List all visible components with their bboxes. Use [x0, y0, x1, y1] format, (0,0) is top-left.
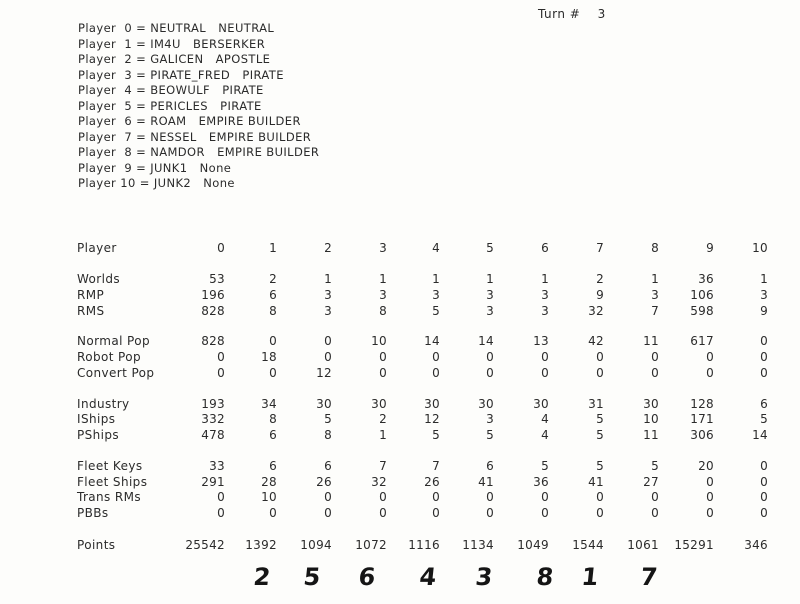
table-cell: 0: [324, 490, 332, 504]
roster-player-name: JUNK2: [153, 176, 192, 190]
roster-player-name: IM4U: [150, 36, 181, 51]
handwritten-rank: 8: [535, 563, 555, 591]
table-cell: 0: [706, 506, 714, 520]
row-label: Points: [77, 538, 116, 552]
table-cell: 5: [596, 459, 604, 473]
row-label: Fleet Ships: [77, 475, 148, 489]
table-cell: 5: [596, 428, 604, 442]
table-cell: 2: [379, 412, 387, 426]
roster-player-type: None: [199, 160, 232, 175]
table-cell: 13: [533, 334, 549, 348]
handwritten-rank: 6: [357, 563, 377, 591]
table-cell: 0: [269, 506, 277, 520]
table-cell: 4: [541, 412, 549, 426]
column-header: 5: [486, 241, 494, 255]
table-cell: 30: [316, 397, 332, 411]
roster-player-name: ROAM: [150, 114, 187, 128]
table-cell: 0: [706, 490, 714, 504]
roster-line: Player 10 = JUNK2 None: [78, 176, 235, 190]
table-cell: 41: [588, 475, 604, 489]
row-label: RMP: [77, 288, 105, 302]
table-cell: 0: [541, 506, 549, 520]
roster-line: Player 0 = NEUTRAL NEUTRAL: [78, 21, 275, 35]
roster-player-name: NAMDOR: [150, 145, 205, 159]
column-header: 6: [541, 241, 549, 255]
table-cell: 1049: [517, 538, 549, 552]
turn-indicator: [538, 7, 606, 21]
table-cell: 5: [486, 428, 494, 442]
roster-player-id: 6: [124, 114, 133, 128]
table-cell: 106: [690, 288, 714, 302]
roster-line: Player 2 = GALICEN APOSTLE: [78, 52, 271, 66]
roster-player-id: 10: [120, 176, 136, 190]
table-cell: 3: [760, 288, 768, 302]
table-cell: 193: [201, 397, 225, 411]
roster-label: Player: [78, 21, 117, 35]
column-header: 2: [324, 241, 332, 255]
table-cell: 30: [533, 397, 549, 411]
table-cell: 3: [432, 288, 440, 302]
roster-player-type: None: [203, 176, 235, 190]
table-cell: 0: [217, 490, 225, 504]
table-cell: 6: [269, 288, 277, 302]
table-cell: 0: [760, 475, 768, 489]
roster-player-id: 5: [124, 98, 133, 113]
roster-player-name: NESSEL: [150, 129, 197, 144]
roster-player-type: PIRATE: [222, 83, 264, 97]
roster-player-name: GALICEN: [150, 52, 204, 66]
table-cell: 11: [643, 428, 659, 442]
roster-player-id: 0: [124, 21, 133, 35]
table-cell: 0: [432, 490, 440, 504]
row-label: Robot Pop: [77, 350, 141, 364]
table-cell: 10: [371, 334, 387, 348]
table-cell: 7: [432, 459, 440, 473]
table-cell: 1: [760, 272, 768, 286]
table-cell: 3: [486, 412, 494, 426]
table-cell: 5: [432, 304, 440, 318]
table-cell: 7: [651, 304, 659, 318]
table-cell: 0: [432, 350, 440, 364]
table-cell: 828: [201, 334, 225, 348]
table-cell: 30: [478, 397, 494, 411]
table-cell: 171: [690, 412, 714, 426]
roster-player-id: 8: [124, 145, 133, 159]
table-cell: 27: [643, 475, 659, 489]
roster-label: Player: [78, 129, 117, 144]
handwritten-rank: 2: [252, 563, 272, 591]
handwritten-rank: 5: [302, 563, 322, 591]
table-cell: 6: [760, 397, 768, 411]
table-cell: 5: [324, 412, 332, 426]
roster-player-type: BERSERKER: [193, 36, 266, 51]
table-cell: 306: [690, 428, 714, 442]
table-cell: 0: [760, 490, 768, 504]
turn-label: Turn #: [538, 7, 581, 21]
roster-label: Player: [78, 67, 117, 82]
table-cell: 10: [643, 412, 659, 426]
table-cell: 0: [432, 506, 440, 520]
table-cell: 0: [651, 350, 659, 364]
table-cell: 18: [261, 350, 277, 364]
roster-label: Player: [78, 145, 117, 159]
roster-line: Player 9 = JUNK1 None: [78, 160, 232, 175]
column-header: 0: [217, 241, 225, 255]
table-cell: 9: [760, 304, 768, 318]
roster-player-id: 4: [124, 83, 133, 97]
table-cell: 1392: [245, 538, 277, 552]
table-cell: 0: [596, 350, 604, 364]
table-cell: 8: [269, 304, 277, 318]
table-cell: 1072: [355, 538, 387, 552]
table-cell: 1: [432, 272, 440, 286]
table-cell: 0: [324, 506, 332, 520]
table-cell: 0: [760, 506, 768, 520]
row-label: PShips: [77, 428, 120, 442]
table-cell: 6: [269, 459, 277, 473]
table-cell: 128: [690, 397, 714, 411]
roster-player-name: NEUTRAL: [150, 21, 207, 35]
table-cell: 0: [379, 366, 387, 380]
row-label: IShips: [77, 412, 116, 426]
column-header: 1: [269, 241, 277, 255]
table-cell: 36: [698, 272, 714, 286]
roster-player-type: NEUTRAL: [218, 21, 275, 35]
row-label: Convert Pop: [77, 366, 155, 380]
column-header: 10: [752, 241, 768, 255]
table-cell: 0: [760, 366, 768, 380]
roster-label: Player: [78, 36, 117, 51]
row-label: Worlds: [77, 272, 121, 286]
table-cell: 1: [486, 272, 494, 286]
roster-label: Player: [78, 83, 117, 97]
table-cell: 3: [541, 304, 549, 318]
table-cell: 12: [316, 366, 332, 380]
table-cell: 31: [588, 397, 604, 411]
table-cell: 0: [706, 475, 714, 489]
table-cell: 346: [744, 538, 768, 552]
row-label: Fleet Keys: [77, 459, 143, 473]
table-cell: 0: [596, 506, 604, 520]
roster-label: Player: [78, 160, 117, 175]
table-cell: 36: [533, 475, 549, 489]
table-cell: 291: [201, 475, 225, 489]
roster-line: Player 5 = PERICLES PIRATE: [78, 98, 262, 113]
table-cell: 8: [379, 304, 387, 318]
roster-player-type: EMPIRE BUILDER: [217, 145, 320, 159]
table-cell: 0: [760, 334, 768, 348]
table-header-label: Player: [77, 241, 117, 255]
table-cell: 1: [324, 272, 332, 286]
table-cell: 2: [596, 272, 604, 286]
roster-label: Player: [78, 114, 117, 128]
table-cell: 0: [706, 366, 714, 380]
table-cell: 0: [486, 506, 494, 520]
handwritten-rank: 1: [580, 563, 600, 591]
table-cell: 3: [324, 304, 332, 318]
table-cell: 8: [269, 412, 277, 426]
roster-player-name: PIRATE_FRED: [150, 67, 231, 82]
table-cell: 5: [651, 459, 659, 473]
table-cell: 15291: [674, 538, 714, 552]
table-cell: 14: [478, 334, 494, 348]
table-cell: 14: [752, 428, 768, 442]
table-cell: 4: [541, 428, 549, 442]
table-cell: 828: [201, 304, 225, 318]
table-cell: 0: [541, 490, 549, 504]
roster-player-id: 1: [124, 36, 133, 51]
roster-line: Player 4 = BEOWULF PIRATE: [78, 83, 264, 97]
table-cell: 0: [324, 334, 332, 348]
column-header: 7: [596, 241, 604, 255]
table-cell: 5: [432, 428, 440, 442]
roster-player-type: PIRATE: [242, 67, 284, 82]
table-cell: 42: [588, 334, 604, 348]
table-cell: 3: [379, 288, 387, 302]
row-label: Trans RMs: [77, 490, 142, 504]
table-cell: 598: [690, 304, 714, 318]
table-cell: 2: [269, 272, 277, 286]
table-cell: 1: [379, 428, 387, 442]
column-header: 8: [651, 241, 659, 255]
table-cell: 26: [316, 475, 332, 489]
table-cell: 0: [651, 506, 659, 520]
table-cell: 30: [371, 397, 387, 411]
table-cell: 6: [269, 428, 277, 442]
roster-line: Player 7 = NESSEL EMPIRE BUILDER: [78, 129, 312, 144]
table-cell: 0: [760, 350, 768, 364]
handwritten-rank: 7: [639, 563, 659, 591]
column-header: 9: [706, 241, 714, 255]
column-header: 4: [432, 241, 440, 255]
table-cell: 0: [596, 490, 604, 504]
table-cell: 3: [324, 288, 332, 302]
roster-player-id: 2: [124, 52, 133, 66]
table-cell: 1544: [572, 538, 604, 552]
table-cell: 0: [706, 350, 714, 364]
table-cell: 3: [486, 288, 494, 302]
table-cell: 1061: [627, 538, 659, 552]
table-cell: 1116: [408, 538, 440, 552]
table-cell: 53: [209, 272, 225, 286]
table-cell: 25542: [185, 538, 225, 552]
roster-player-id: 7: [124, 129, 133, 144]
table-cell: 1: [651, 272, 659, 286]
table-cell: 0: [596, 366, 604, 380]
table-cell: 1: [541, 272, 549, 286]
roster-player-id: 9: [124, 160, 133, 175]
table-cell: 7: [379, 459, 387, 473]
table-cell: 0: [486, 366, 494, 380]
table-cell: 26: [424, 475, 440, 489]
table-cell: 0: [486, 490, 494, 504]
table-cell: 6: [486, 459, 494, 473]
table-cell: 0: [651, 366, 659, 380]
turn-number: 3: [597, 7, 606, 21]
table-cell: 0: [541, 366, 549, 380]
table-cell: 0: [760, 459, 768, 473]
handwritten-rank: 4: [418, 563, 438, 591]
table-cell: 20: [698, 459, 714, 473]
roster-label: Player: [78, 176, 117, 190]
table-cell: 30: [643, 397, 659, 411]
table-cell: 33: [209, 459, 225, 473]
table-cell: 1134: [462, 538, 494, 552]
roster-line: Player 3 = PIRATE_FRED PIRATE: [78, 67, 284, 82]
handwritten-rank: 3: [474, 563, 494, 591]
table-cell: 8: [324, 428, 332, 442]
roster-line: Player 1 = IM4U BERSERKER: [78, 36, 266, 51]
roster-player-id: 3: [124, 67, 133, 82]
table-cell: 14: [424, 334, 440, 348]
table-cell: 0: [651, 490, 659, 504]
table-cell: 0: [541, 350, 549, 364]
table-cell: 41: [478, 475, 494, 489]
table-cell: 30: [424, 397, 440, 411]
row-label: Industry: [77, 397, 130, 411]
table-cell: 3: [486, 304, 494, 318]
roster-player-name: PERICLES: [150, 98, 208, 113]
table-cell: 0: [217, 506, 225, 520]
table-cell: 332: [201, 412, 225, 426]
table-cell: 0: [486, 350, 494, 364]
table-cell: 0: [432, 366, 440, 380]
roster-label: Player: [78, 98, 117, 113]
table-cell: 0: [217, 350, 225, 364]
table-cell: 1: [379, 272, 387, 286]
table-cell: 12: [424, 412, 440, 426]
roster-player-name: BEOWULF: [150, 83, 211, 97]
roster-label: Player: [78, 52, 117, 66]
roster-line: Player 8 = NAMDOR EMPIRE BUILDER: [78, 145, 320, 159]
table-cell: 1094: [300, 538, 332, 552]
row-label: PBBs: [77, 506, 109, 520]
roster-player-name: JUNK1: [150, 160, 188, 175]
table-cell: 0: [269, 334, 277, 348]
table-cell: 5: [760, 412, 768, 426]
table-cell: 10: [261, 490, 277, 504]
table-cell: 0: [324, 350, 332, 364]
table-cell: 32: [371, 475, 387, 489]
table-cell: 6: [324, 459, 332, 473]
table-cell: 0: [379, 506, 387, 520]
table-cell: 0: [217, 366, 225, 380]
table-cell: 5: [541, 459, 549, 473]
table-cell: 11: [643, 334, 659, 348]
roster-player-type: EMPIRE BUILDER: [198, 114, 301, 128]
table-cell: 478: [201, 428, 225, 442]
table-cell: 0: [379, 490, 387, 504]
table-cell: 3: [541, 288, 549, 302]
table-cell: 5: [596, 412, 604, 426]
table-cell: 617: [690, 334, 714, 348]
table-cell: 28: [261, 475, 277, 489]
row-label: RMS: [77, 304, 105, 318]
table-cell: 3: [651, 288, 659, 302]
table-cell: 0: [379, 350, 387, 364]
table-cell: 0: [269, 366, 277, 380]
player-roster: [78, 21, 319, 192]
column-header: 3: [379, 241, 387, 255]
roster-player-type: PIRATE: [220, 98, 262, 113]
table-cell: 32: [588, 304, 604, 318]
table-cell: 9: [596, 288, 604, 302]
row-label: Normal Pop: [77, 334, 150, 348]
roster-player-type: EMPIRE BUILDER: [208, 129, 312, 144]
table-cell: 196: [201, 288, 225, 302]
table-cell: 34: [261, 397, 277, 411]
roster-line: Player 6 = ROAM EMPIRE BUILDER: [78, 114, 301, 128]
roster-player-type: APOSTLE: [215, 52, 271, 66]
